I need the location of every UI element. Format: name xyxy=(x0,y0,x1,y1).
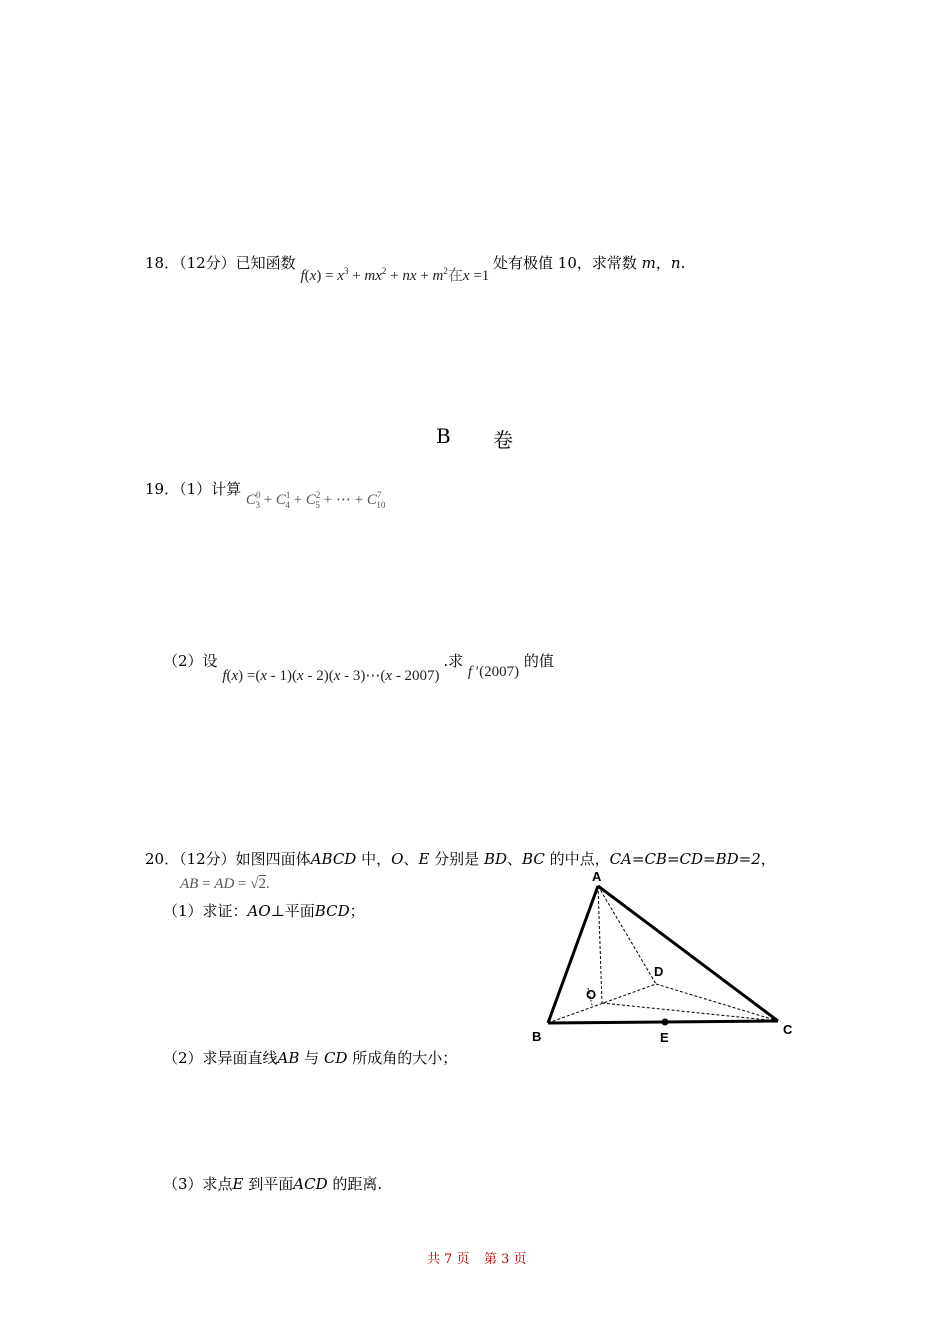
point-e-dot xyxy=(662,1019,669,1026)
q18-line xyxy=(145,252,686,284)
q20-o: O xyxy=(391,850,404,868)
q20-part3-tail: 的距离. xyxy=(327,1175,383,1193)
q20-bd: BD xyxy=(483,850,507,868)
section-b-letter: B xyxy=(436,424,451,448)
section-b-word: 卷 xyxy=(493,428,513,452)
q20-part3-mid: 到平面 xyxy=(243,1175,294,1193)
q18-var-n: n xyxy=(670,254,681,272)
q20-part2-yu: 与 xyxy=(299,1049,324,1067)
q18-comma: ， xyxy=(655,254,671,272)
q20-abcd: ABCD xyxy=(310,850,357,868)
q19-line xyxy=(145,478,386,510)
tetrahedron-figure xyxy=(520,860,810,1050)
q19-sum-formula: $C^0_3 + C^1_4 + C^2_5$ + ⋯ + $C^7_{10}$ xyxy=(245,490,386,510)
q20-part2-label: （2）求异面直线 xyxy=(163,1049,278,1067)
edge-ac xyxy=(598,886,778,1021)
label-a: A xyxy=(592,869,602,884)
q19-part2 xyxy=(163,650,554,684)
segment-oc xyxy=(602,1003,778,1021)
q20-sep2: 、 xyxy=(507,850,523,868)
q18-formula: $f(x) = x^3 + mx^2$ + nx + $m^2$在x =1 xyxy=(300,266,494,284)
q18-period: . xyxy=(680,254,686,272)
q20-part1-ao: AO xyxy=(247,902,271,920)
q20-part2 xyxy=(163,1047,457,1068)
q20-bc: BC xyxy=(522,850,545,868)
q20-fenbie: 分别是 xyxy=(429,850,484,868)
label-o: O xyxy=(586,987,597,1002)
q19-label: 19．（1）计算 xyxy=(145,480,242,498)
q19-part2-label: （2）设 xyxy=(163,652,218,670)
q20-part2-cd: CD xyxy=(323,1049,348,1067)
q20-part1 xyxy=(163,900,365,921)
q19-derivative: f ′(2007) xyxy=(467,664,520,680)
q18-label: 18．（12分）已知函数 xyxy=(145,254,296,272)
q20-midpoint: 的中点， xyxy=(544,850,610,868)
footer-page-number: 第 3 页 xyxy=(484,1252,527,1267)
q20-zhong: 中， xyxy=(356,850,392,868)
q20-part1-label: （1）求证： xyxy=(163,902,248,920)
q19-part2-tail: 的值 xyxy=(523,652,554,670)
q20-equation: CA=CB=CD=BD=2 xyxy=(609,850,761,868)
q20-part1-end: ； xyxy=(349,902,365,920)
q20-part1-bcd: BCD xyxy=(314,902,350,920)
q20-part1-tail: ⊥平面 xyxy=(270,902,315,920)
q19-part2-mid: .求 xyxy=(443,652,464,670)
edge-cd xyxy=(656,984,778,1021)
q18-tail: 处有极值 10，求常数 xyxy=(493,254,637,272)
label-c: C xyxy=(783,1022,793,1037)
q18-var-m: m xyxy=(641,254,656,272)
q20-part3 xyxy=(163,1173,382,1194)
label-d: D xyxy=(654,964,664,979)
q20-part2-tail: 所成角的大小； xyxy=(347,1049,458,1067)
q20-sep1: 、 xyxy=(403,850,419,868)
q20-eq-tail: ， xyxy=(760,850,776,868)
q20-part2-ab: AB xyxy=(277,1049,300,1067)
q20-e: E xyxy=(418,850,430,868)
segment-ao xyxy=(598,886,602,1003)
q20-ab-ad-formula: AB = AD = √2. xyxy=(180,876,270,892)
q20-label: 20．（12分）如图四面体 xyxy=(145,850,311,868)
q20-part3-label: （3）求点 xyxy=(163,1175,233,1193)
label-e: E xyxy=(660,1030,669,1045)
edge-ab xyxy=(548,886,598,1023)
q20-part3-acd: ACD xyxy=(293,1175,328,1193)
q20-part3-e: E xyxy=(232,1175,244,1193)
footer-total-pages: 共 7 页 xyxy=(427,1252,470,1267)
q19-product-formula: f(x) =(x - 1)(x - 2)(x - 3)⋯(x - 2007) xyxy=(222,668,444,684)
edge-ad xyxy=(598,886,656,984)
label-b: B xyxy=(532,1029,542,1044)
